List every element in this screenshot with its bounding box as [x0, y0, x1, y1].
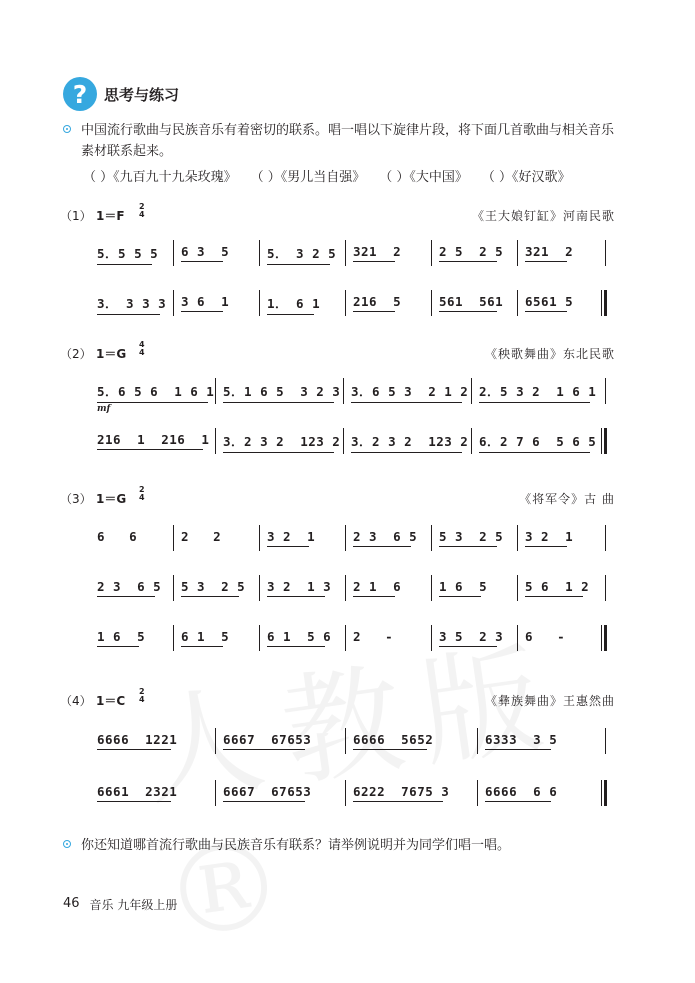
measure: 321 2	[353, 244, 402, 259]
song-choice[interactable]: （ ）《男儿当自强》	[250, 170, 366, 185]
measure: 6666 5652	[353, 732, 434, 747]
measure: 6 3 5	[181, 244, 230, 259]
measure: 2 1 6	[353, 579, 402, 594]
piece-source: 《秧歌舞曲》东北民歌	[484, 347, 615, 361]
measure: 3．6 5 3 2 1 2	[351, 384, 469, 399]
measure: 5．1 6 5 3 2 3	[223, 384, 341, 399]
notation-line	[95, 290, 607, 318]
piece-number: （2）	[60, 347, 92, 361]
key-signature: 1＝G	[96, 492, 127, 506]
page-number: 46	[63, 896, 80, 911]
notation-line	[95, 240, 607, 268]
key-signature: 1＝G	[96, 347, 127, 361]
measure: 6661 2321	[97, 784, 178, 799]
notation-line	[95, 428, 607, 456]
exercise-prompt-2	[63, 835, 621, 856]
measure: 3 2 1	[267, 529, 316, 544]
measure: 6561 5	[525, 294, 574, 309]
measure: 6333 3 5	[485, 732, 558, 747]
time-signature: 2 4	[139, 202, 145, 219]
question-mark-icon: ?	[63, 77, 97, 111]
song-choices	[83, 166, 571, 185]
circle-bullet-icon	[63, 125, 71, 133]
notation-line	[95, 378, 607, 406]
piece-number: （1）	[60, 209, 92, 223]
measure: 321 2	[525, 244, 574, 259]
piece-source: 《将军令》古 曲	[519, 492, 615, 506]
song-choice[interactable]: （ ）《九百九十九朵玫瑰》	[83, 170, 237, 185]
measure: 6．2 7 6 5 6 5	[479, 434, 597, 449]
notation-line	[95, 728, 607, 756]
circle-bullet-icon	[63, 840, 71, 848]
page-footer	[63, 896, 177, 913]
measure: 5 6 1 2	[525, 579, 590, 594]
notation-line	[95, 525, 607, 553]
prompt-text: 你还知道哪首流行歌曲与民族音乐有联系？请举例说明并为同学们唱一唱。	[81, 838, 511, 853]
prompt-text: 中国流行歌曲与民族音乐有着密切的联系。唱一唱以下旋律片段，将下面几首歌曲与相关音乐素材联系起来。	[81, 123, 615, 159]
measure: 6 -	[525, 629, 566, 644]
section-header	[63, 76, 179, 112]
measure: 2 3 6 5	[97, 579, 162, 594]
measure: 6 1 5	[181, 629, 230, 644]
piece-number: （4）	[60, 694, 92, 708]
song-choice[interactable]: （ ）《好汉歌》	[481, 170, 571, 185]
measure: 3． 3 3 3	[97, 296, 167, 311]
measure: 5 3 2 5	[181, 579, 246, 594]
dynamic-marking: mf	[97, 404, 111, 414]
section-title: 思考与练习	[104, 85, 180, 104]
piece-source: 《王大娘钉缸》河南民歌	[471, 209, 615, 223]
measure: 561 561	[439, 294, 504, 309]
notation-line	[95, 575, 607, 603]
piece-number: （3）	[60, 492, 92, 506]
measure: 1 6 5	[439, 579, 488, 594]
measure: 2．5 3 2 1 6 1	[479, 384, 597, 399]
measure: 3 2 1	[525, 529, 574, 544]
measure: 3．2 3 2 123 2	[351, 434, 469, 449]
piece-header	[60, 202, 615, 227]
key-signature: 1＝C	[96, 694, 126, 708]
piece-header	[60, 340, 615, 365]
exercise-prompt-1	[63, 120, 621, 162]
measure: 1． 6 1	[267, 296, 321, 311]
measure: 6 6	[97, 529, 138, 544]
measure: 6667 67653	[223, 732, 312, 747]
measure: 216 1 216 1	[97, 432, 210, 447]
measure: 216 5	[353, 294, 402, 309]
piece-header	[60, 687, 615, 712]
measure: 2 3 6 5	[353, 529, 418, 544]
measure: 6666 6 6	[485, 784, 558, 799]
measure: 3 2 1 3	[267, 579, 332, 594]
measure: 6667 67653	[223, 784, 312, 799]
measure: 6666 1221	[97, 732, 178, 747]
book-title: 音乐 九年级上册	[89, 898, 178, 912]
measure: 5．5 5 5	[97, 246, 159, 261]
piece-source: 《彝族舞曲》王惠然曲	[484, 694, 615, 708]
measure: 3 5 2 3	[439, 629, 504, 644]
measure: 2 5 2 5	[439, 244, 504, 259]
measure: 2 2	[181, 529, 222, 544]
time-signature: 4 4	[139, 340, 145, 357]
measure: 5 3 2 5	[439, 529, 504, 544]
measure: 6222 7675 3	[353, 784, 450, 799]
measure: 5． 3 2 5	[267, 246, 337, 261]
measure: 1 6 5	[97, 629, 146, 644]
time-signature: 2 4	[139, 485, 145, 502]
measure: 3 6 1	[181, 294, 230, 309]
measure: 3．2 3 2 123 2	[223, 434, 341, 449]
piece-header	[60, 485, 615, 510]
notation-line	[95, 780, 607, 808]
key-signature: 1＝F	[96, 209, 125, 223]
measure: 2 -	[353, 629, 394, 644]
measure: 5．6 5 6 1 6 1	[97, 384, 215, 399]
measure: 6 1 5 6	[267, 629, 332, 644]
song-choice[interactable]: （ ）《大中国》	[379, 170, 468, 185]
time-signature: 2 4	[139, 687, 145, 704]
